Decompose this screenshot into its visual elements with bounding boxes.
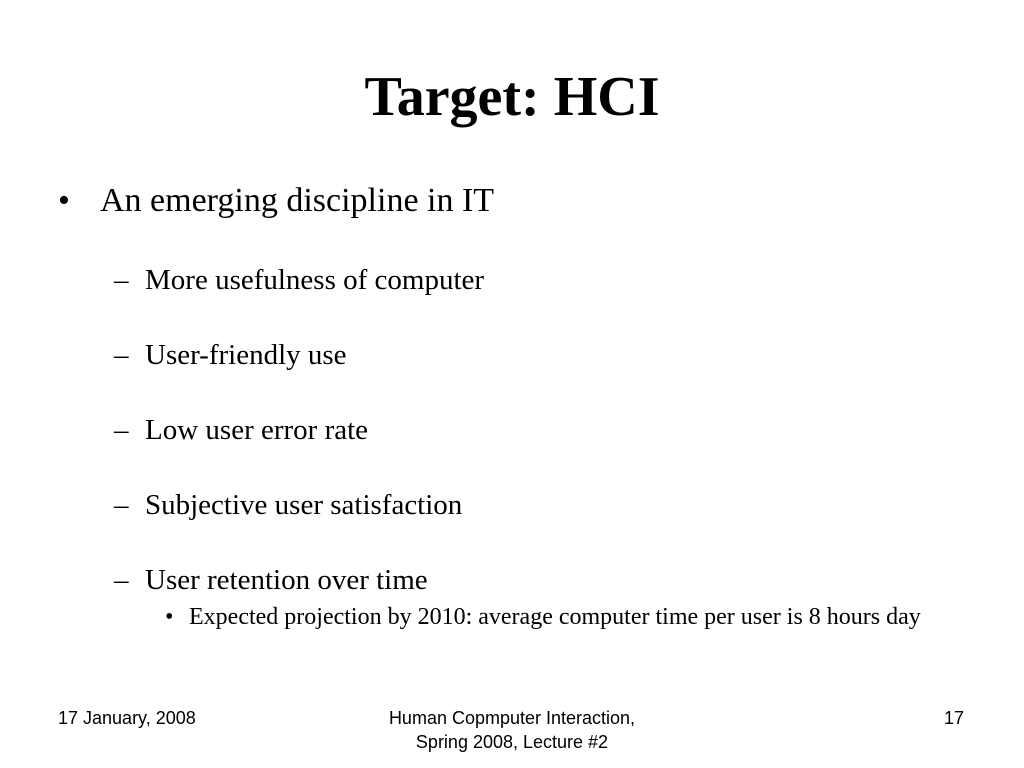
sub-item-satisfaction bbox=[114, 487, 462, 523]
dash-marker: – bbox=[114, 339, 129, 371]
page-number: 17 bbox=[943, 708, 964, 728]
dash-marker: – bbox=[114, 264, 129, 296]
dash-marker: – bbox=[114, 414, 129, 446]
footer-date: 17 January, 2008 bbox=[58, 708, 196, 728]
dash-marker: – bbox=[114, 489, 129, 521]
sub-item-text: More usefulness of computer bbox=[145, 264, 485, 296]
sub-item-error-rate bbox=[114, 412, 368, 448]
bullet-item bbox=[58, 181, 494, 221]
dash-marker: – bbox=[114, 564, 129, 596]
sub-item-usefulness bbox=[114, 262, 484, 298]
footer-course bbox=[312, 706, 712, 754]
sub-item-text: User retention over time bbox=[145, 564, 428, 596]
sub-item-text: Low user error rate bbox=[145, 414, 369, 446]
small-bullet-marker: • bbox=[165, 604, 174, 630]
slide-title: Target: HCI bbox=[364, 66, 660, 128]
footer-course-line-1: Human Copmputer Interaction, bbox=[388, 708, 636, 728]
sub-item-user-friendly bbox=[114, 337, 347, 373]
bullet-marker: • bbox=[58, 182, 70, 219]
sub-item-text: User-friendly use bbox=[145, 339, 347, 371]
bullet-text: An emerging discipline in IT bbox=[100, 182, 495, 219]
sub-sub-item-projection bbox=[165, 603, 955, 631]
sub-sub-item-text: Expected projection by 2010: average computer time per user is 8 hours day bbox=[189, 604, 921, 630]
footer-course-line-2: Spring 2008, Lecture #2 bbox=[415, 732, 609, 752]
sub-item-retention bbox=[114, 562, 428, 598]
sub-item-text: Subjective user satisfaction bbox=[145, 489, 463, 521]
